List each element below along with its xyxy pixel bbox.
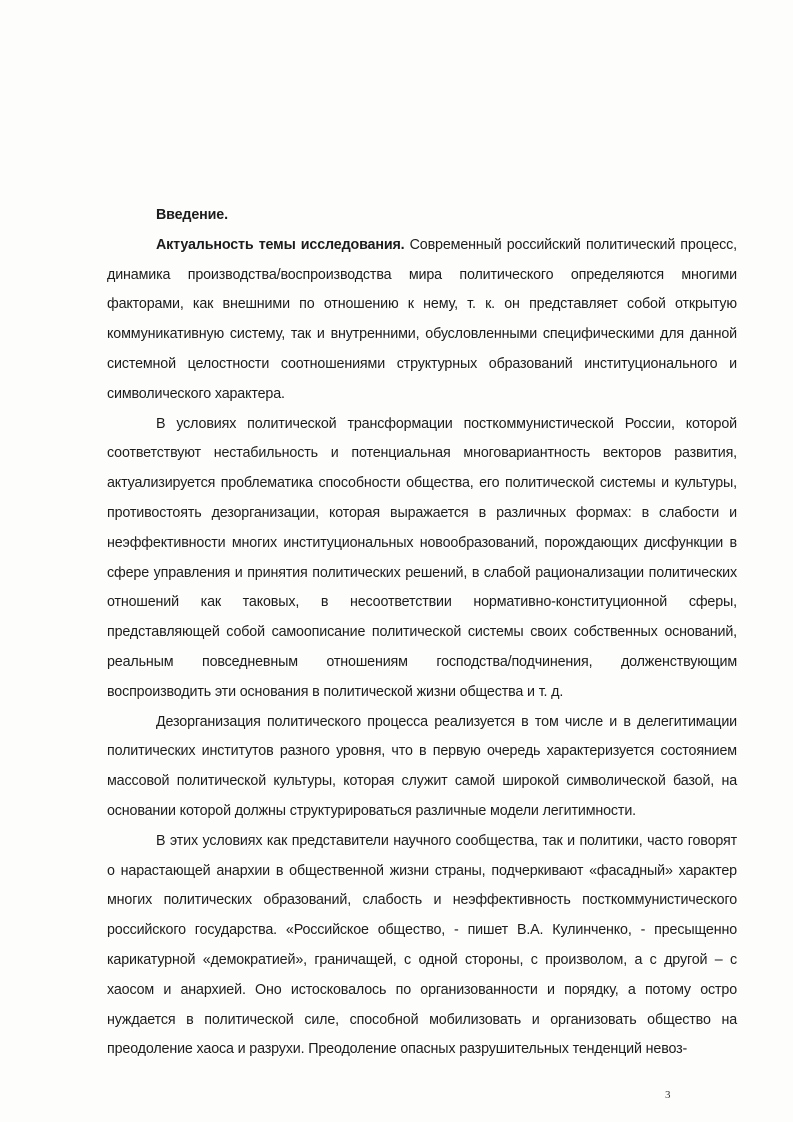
- paragraph-relevance: [107, 231, 737, 410]
- paragraph-lead: Актуальность темы исследования.: [156, 236, 405, 253]
- section-heading: Введение.: [156, 207, 228, 223]
- paragraph-text: В условиях политической трансформации посткоммунистической России, которой соответствуют нестабильность и потенциальная многовариантность векторов развития, актуализируется проблематика способности общества, его политической системы и культуры, противостоять дезорганизации, которая выражается в различных формах: в слабости и неэффективности многих институциональных новообразований, порождающих дисфункции в сфере управления и принятия политических решений, в слабой рационализации политических отношений как таковых, в несоответствии нормативно-конституционной сферы, представляющей собой самоописание политической системы своих собственных оснований, реальным повседневным отношениям господства/подчинения, долженствующим воспроизводить эти основания в политической жизни общества и т. д.: [107, 415, 737, 700]
- paragraph-text: В этих условиях как представители научного сообщества, так и политики, часто говорят о нарастающей анархии в общественной жизни страны, подчеркивают «фасадный» характер многих политических образований, слабость и неэффективность посткоммунистического российского государства. «Российское общество, - пишет В.А. Кулинченко, - пресыщенно карикатурной «демократией», граничащей, с одной стороны, с произволом, а с другой – с хаосом и анархией. Оно истосковалось по организованности и порядку, а потому остро нуждается в политической силе, способной мобилизовать и организовать общество на преодоление хаоса и разрухи. Преодоление опасных разрушительных тенденций невоз-: [107, 832, 737, 1058]
- document-body: [107, 201, 737, 1065]
- paragraph-disorganization: [107, 708, 737, 827]
- page-number: 3: [665, 1089, 671, 1101]
- paragraph-transformation: [107, 410, 737, 708]
- paragraph-text: Дезорганизация политического процесса реализуется в том числе и в делегитимации политических институтов разного уровня, что в первую очередь характеризуется состоянием массовой политической культуры, которая служит самой широкой символической базой, на основании которой должны структурироваться различные модели легитимности.: [107, 713, 737, 819]
- paragraph-anarchy: [107, 827, 737, 1065]
- paragraph-text: Современный российский политический процесс, динамика производства/воспроизводства мира политического определяются многими факторами, как внешними по отношению к нему, т. к. он представляет собой открытую коммуникативную систему, так и внутренними, обусловленными специфическими для данной системной целостности соотношениями структурных образований институционального и символического характера.: [107, 236, 737, 402]
